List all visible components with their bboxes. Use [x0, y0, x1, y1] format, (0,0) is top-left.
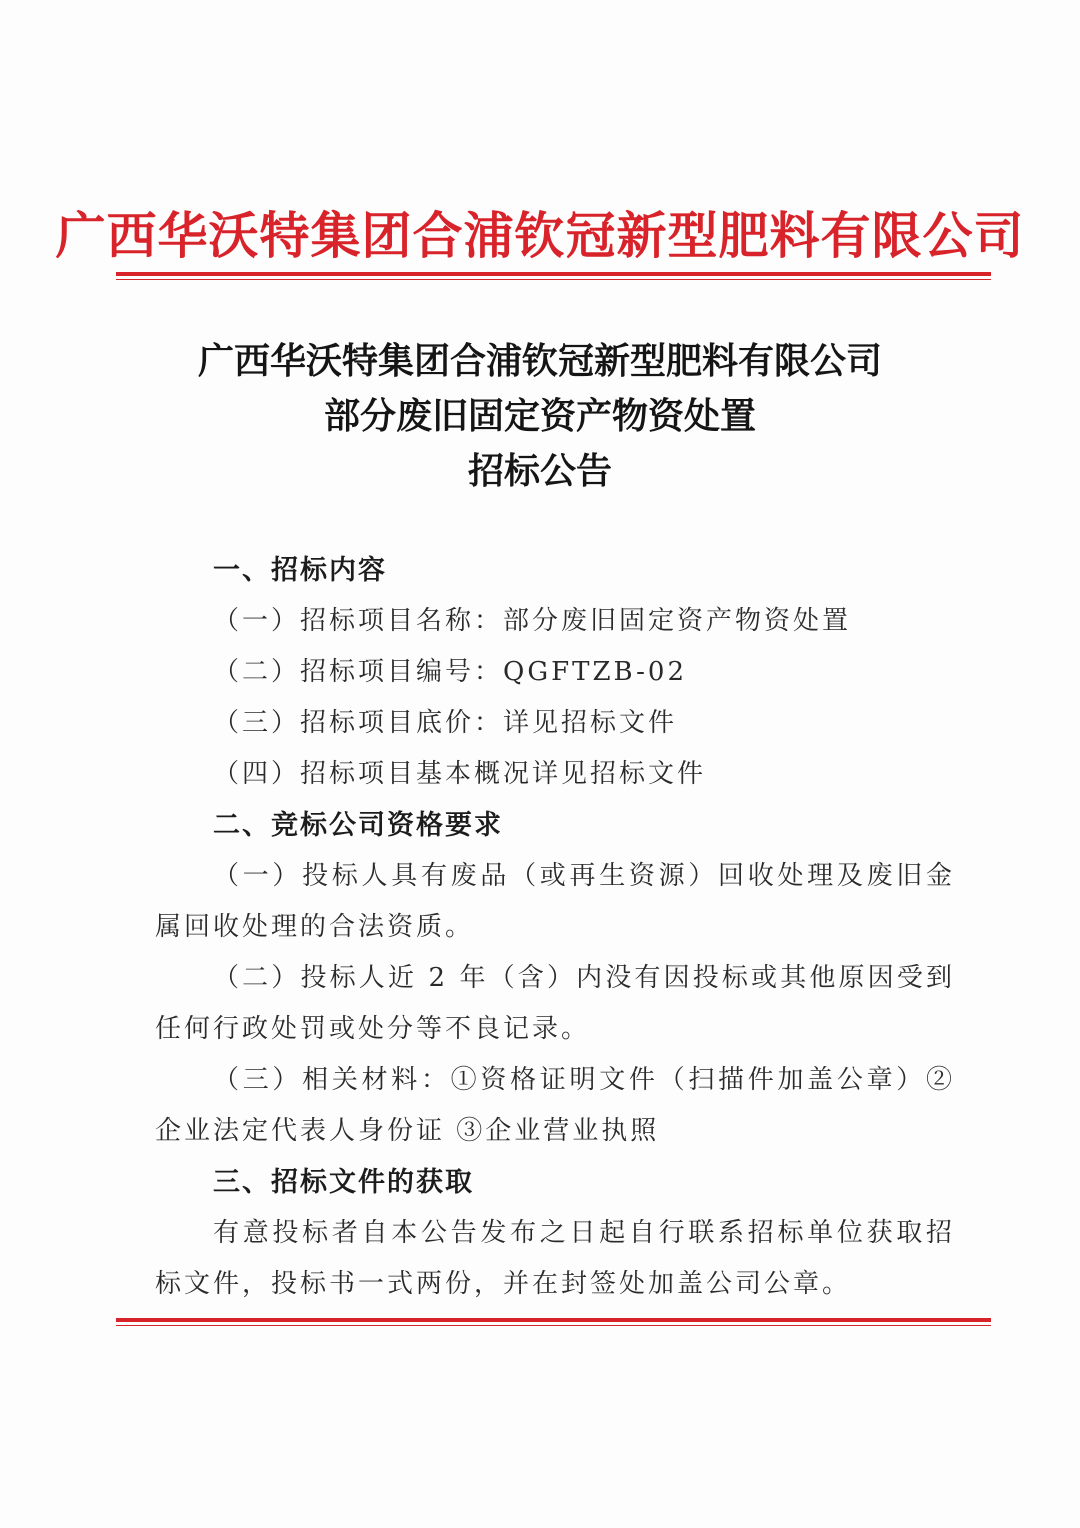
- letterhead-company-name: 广西华沃特集团合浦钦冠新型肥料有限公司: [55, 206, 1025, 265]
- divider-thick-line: [116, 272, 991, 276]
- title-line-subject: 部分废旧固定资产物资处置: [323, 395, 756, 437]
- list-item: （三）招标项目底价：详见招标文件: [213, 708, 678, 738]
- divider-thin-line: [116, 279, 991, 280]
- letterhead-divider: [116, 272, 991, 280]
- paragraph-acquisition: 有意投标者自本公告发布之日起自行联系招标单位获取招标文件，投标书一式两份，并在封签处加盖公司公章。: [155, 1218, 955, 1299]
- list-item: （二）招标项目编号：QGFTZB-02: [213, 657, 687, 687]
- divider-thin-line: [116, 1325, 991, 1326]
- list-item: （一）招标项目名称：部分废旧固定资产物资处置: [213, 606, 852, 636]
- divider-thick-line: [116, 1318, 991, 1322]
- title-line-company: 广西华沃特集团合浦钦冠新型肥料有限公司: [197, 340, 882, 382]
- section-heading-document-acquisition: 三、招标文件的获取: [213, 1167, 474, 1198]
- list-item: （三）相关材料：①资格证明文件（扫描件加盖公章）②企业法定代表人身份证 ③企业营业执照: [155, 1065, 955, 1146]
- list-item: （二）投标人近 2 年（含）内没有因投标或其他原因受到任何行政处罚或处分等不良记录。: [155, 963, 955, 1044]
- list-item: （四）招标项目基本概况详见招标文件: [213, 759, 707, 789]
- title-line-notice: 招标公告: [467, 450, 612, 492]
- section-heading-qualification: 二、竞标公司资格要求: [213, 810, 503, 841]
- section-heading-bidding-content: 一、招标内容: [213, 555, 387, 586]
- document-body: [155, 545, 955, 1310]
- footer-divider: [116, 1318, 991, 1326]
- list-item: （一）投标人具有废品（或再生资源）回收处理及废旧金属回收处理的合法资质。: [155, 861, 955, 942]
- document-title: [0, 334, 1080, 499]
